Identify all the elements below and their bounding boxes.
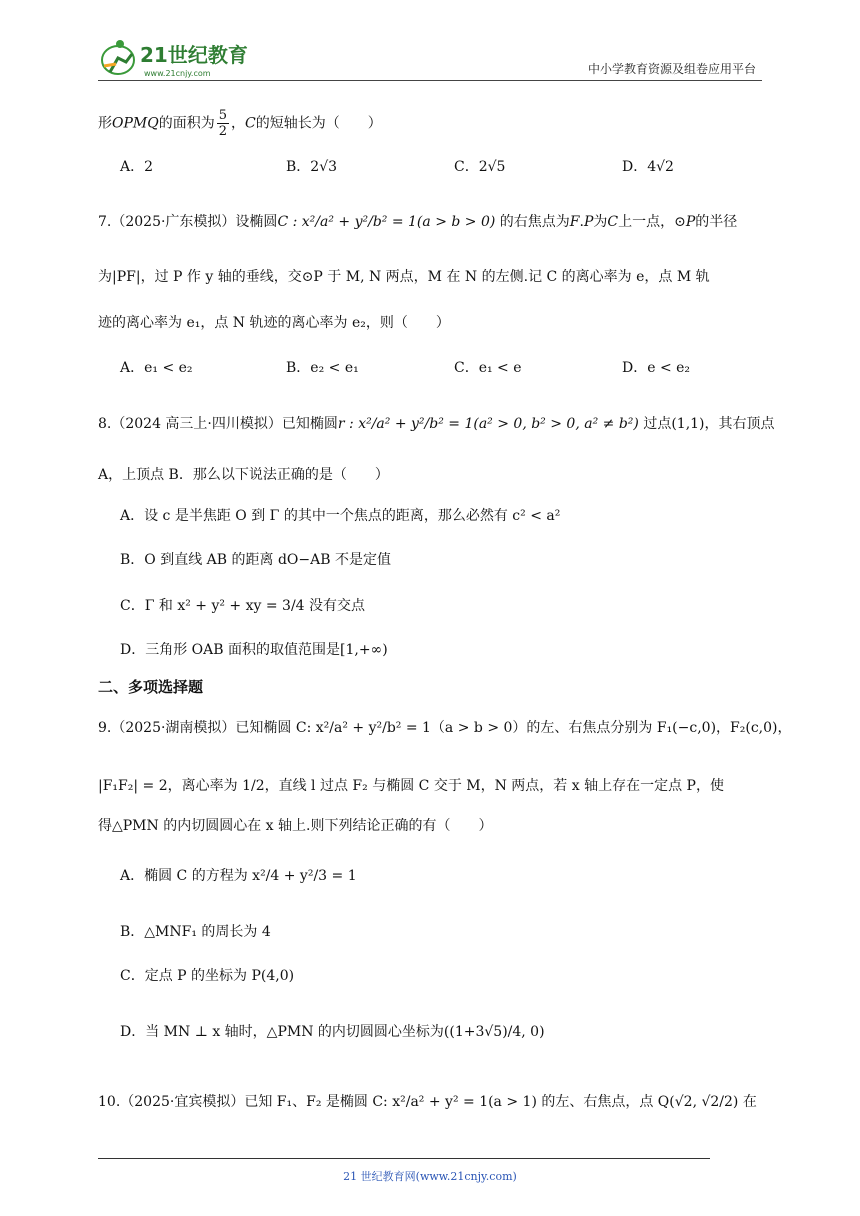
q8-option-c: C．Γ 和 x² + y² + xy = 3/4 没有交点 <box>120 598 366 614</box>
q8-option-a: A．设 c 是半焦距 O 到 Γ 的其中一个焦点的距离，那么必然有 c² < a² <box>120 508 561 524</box>
q6-option-d: D．4√2 <box>622 159 674 175</box>
q7-option-b: B．e₂ < e₁ <box>286 360 359 376</box>
logo-icon <box>96 36 266 82</box>
section-title-multiple-choice: 二、多项选择题 <box>98 678 204 696</box>
header-platform-text: 中小学教育资源及组卷应用平台 <box>587 62 756 76</box>
q8-option-d: D．三角形 OAB 面积的取值范围是[1,+∞) <box>120 642 388 658</box>
q9-option-b: B．△MNF₁ 的周长为 4 <box>120 924 271 940</box>
q7-option-d: D．e < e₂ <box>622 360 691 376</box>
q8-option-b: B．O 到直线 AB 的距离 dO−AB 不是定值 <box>120 552 391 568</box>
header-divider <box>98 80 762 81</box>
q6-option-a: A．2 <box>120 159 154 175</box>
q7-option-a: A．e₁ < e₂ <box>120 360 193 376</box>
footer-divider <box>98 1158 710 1159</box>
footer-site-text: 21 世纪教育网(www.21cnjy.com) <box>343 1170 517 1183</box>
q6-option-b: B．2√3 <box>286 159 338 175</box>
q9-line-1: 9.（2025·湖南模拟）已知椭圆 C: x²/a² + y²/b² = 1（a > b > 0）的左、右焦点分别为 F₁(−c,0)，F₂(c,0)， <box>98 720 792 736</box>
q9-option-a: A．椭圆 C 的方程为 x²/4 + y²/3 = 1 <box>120 868 357 884</box>
q7-line-1: 7.（2025·广东模拟）设椭圆C : x²/a² + y²/b² = 1(a > b > 0) 的右焦点为F.P为C上一点，⊙P的半径 <box>98 214 738 230</box>
q8-line-2: A，上顶点 B．那么以下说法正确的是（ ） <box>98 467 389 483</box>
logo-text: 21世纪教育 <box>140 43 248 67</box>
q7-line-3: 迹的离心率为 e₁，点 N 轨迹的离心率为 e₂，则（ ） <box>98 315 450 331</box>
q9-option-d: D．当 MN ⊥ x 轴时，△PMN 的内切圆圆心坐标为((1+3√5)/4, 0) <box>120 1024 545 1040</box>
q7-line-2: 为|PF|，过 P 作 y 轴的垂线，交⊙P 于 M, N 两点，M 在 N 的左侧.记 C 的离心率为 e，点 M 轨 <box>98 269 710 285</box>
q8-ellipse-eq: r : x²/a² + y²/b² = 1(a² > 0, b² > 0, a² ≠ b²) <box>337 416 639 432</box>
q9-line-3: 得△PMN 的内切圆圆心在 x 轴上.则下列结论正确的有（ ） <box>98 818 493 834</box>
q6-option-c: C．2√5 <box>454 159 506 175</box>
q6-tail-line: 形OPMQ的面积为 $\frac{5}{2}$ ，C的短轴长为（ ） <box>98 108 382 139</box>
q10-line-1: 10.（2025·宜宾模拟）已知 F₁、F₂ 是椭圆 C: x²/a² + y² = 1(a > 1) 的左、右焦点，点 Q(√2, √2/2) 在 <box>98 1094 757 1110</box>
q8-line-1: 8.（2024 高三上·四川模拟）已知椭圆r : x²/a² + y²/b² = 1(a² > 0, b² > 0, a² ≠ b²) 过点(1,1)，其右顶点 <box>98 416 775 432</box>
q9-option-c: C．定点 P 的坐标为 P(4,0) <box>120 968 295 984</box>
q9-line-2: |F₁F₂| = 2，离心率为 1/2，直线 l 过点 F₂ 与椭圆 C 交于 M，N 两点，若 x 轴上存在一定点 P，使 <box>98 778 724 794</box>
q6-fraction: $\frac{5}{2}$ <box>218 108 227 139</box>
q7-option-c: C．e₁ < e <box>454 360 522 376</box>
logo-url: www.21cnjy.com <box>144 69 211 78</box>
q7-ellipse-eq: C : x²/a² + y²/b² = 1(a > b > 0) <box>277 214 496 230</box>
